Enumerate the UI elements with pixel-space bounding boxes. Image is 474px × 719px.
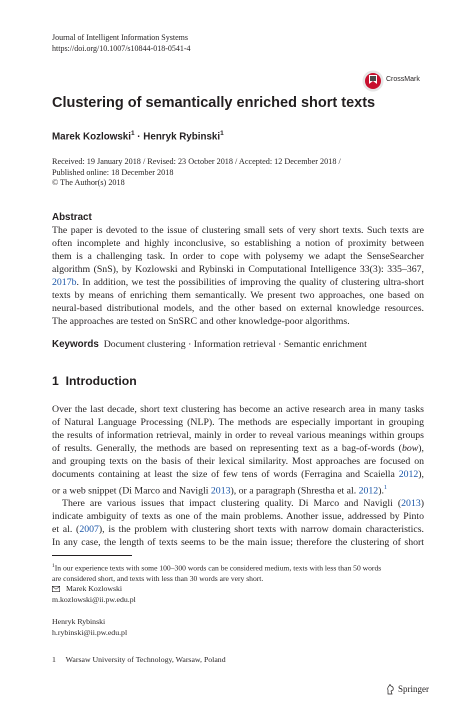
abstract-line (52, 276, 424, 289)
intro-line (52, 497, 424, 510)
intro-text: ), (418, 469, 424, 480)
abstract-line: The approaches are tested on SnSRC and other knowledge-poor algorithms. (52, 316, 350, 327)
copyright: © The Author(s) 2018 (52, 178, 125, 188)
contact-email[interactable]: m.kozlowski@ii.pw.edu.pl (52, 595, 136, 604)
footnote-mark: 1 (52, 563, 55, 569)
citation-link[interactable]: 2012 (398, 469, 419, 480)
contact-name: Henryk Rybinski (52, 617, 106, 626)
intro-line: Over the last decade, short text clustering has become an active research area in many tasks (52, 404, 424, 415)
section-number: 1 (52, 374, 59, 388)
intro-text: ). (378, 485, 384, 497)
intro-line: the results of information retrieval, mainly in order to reveal various meanings within groups (52, 430, 424, 441)
affiliation-mark: 1 (52, 655, 56, 664)
publisher-name: Springer (398, 684, 429, 694)
intro-line (52, 468, 424, 481)
affiliation-mark: 1 (220, 130, 224, 137)
affiliation-mark: 1 (130, 130, 135, 137)
published-date: Published online: 18 December 2018 (52, 167, 174, 177)
intro-line (52, 442, 424, 455)
intro-line: indicate ambiguity of texts as one of the main problems. Another issue, addressed by Pinto (52, 511, 424, 523)
intro-line: and grouping texts on the basis of their lexical similarity. Most approaches are focused on (52, 456, 424, 467)
citation-link[interactable]: 2013 (210, 485, 231, 497)
abstract-line: them is a challenging task. In order to cope with polysemy we adapt the SenseSearcher (52, 251, 424, 262)
intro-text: documents containing at least the size of few tens of words (Ferragina and Scaiella (52, 469, 399, 480)
crossmark-icon (362, 70, 384, 92)
journal-header (52, 33, 191, 54)
intro-line (52, 523, 424, 536)
abstract-body (52, 224, 424, 328)
citation-link[interactable]: 2017b (52, 277, 77, 288)
intro-text: et al. ( (52, 524, 80, 536)
history-dates: Received: 19 January 2018 / Revised: 23 October 2018 / Accepted: 12 December 2018 / (52, 157, 341, 166)
intro-text: of results. Generally, the methods are based on representing text as a bag-of-words ( (52, 443, 402, 454)
keywords-text: Document clustering · Information retrieval · Semantic enrichment (103, 339, 367, 350)
abstract-heading: Abstract (52, 212, 92, 223)
section-title: Introduction (65, 374, 137, 388)
intro-text: ), is the problem with clustering short texts with narrow domain characteristics. (98, 524, 424, 536)
springer-horse-icon (386, 684, 395, 695)
paper-title: Clustering of semantically enriched short texts (52, 95, 376, 111)
intro-text: or a web snippet (Di Marco and Navigli (52, 485, 211, 497)
intro-text: ), or a paragraph (Shrestha et al. (230, 485, 359, 497)
keywords-label: Keywords (52, 339, 99, 350)
abstract-line: neural-based distributional models, and the other based on external knowledge resources. (52, 303, 424, 314)
author-list (52, 130, 224, 142)
keywords (52, 339, 367, 350)
crossmark-label: CrossMark (386, 76, 420, 83)
citation-link[interactable]: 2013 (401, 498, 421, 510)
author-name[interactable]: Henryk Rybinski (143, 131, 221, 143)
intro-text: There are various issues that impact clustering quality. Di Marco and Navigli ( (62, 498, 402, 510)
citation-link[interactable]: 2012 (358, 485, 379, 497)
author-separator: · (134, 131, 144, 143)
footnote-text: In our experience texts with some 100–300 words can be considered medium, texts with less than 50 words (54, 563, 382, 573)
affiliation (52, 655, 226, 664)
abstract-line: The paper is devoted to the issue of clustering small sets of very short texts. Such texts are (52, 225, 424, 236)
intro-text: ), (418, 443, 424, 454)
abstract-line: often incomplete and highly inconclusive, so establishing a notion of proximity between (52, 238, 424, 249)
abstract-line: texts by means of enriching them semantically. We present two approaches, one based on (52, 290, 424, 301)
publication-dates (52, 157, 341, 189)
contact-name: Marek Kozlowski (66, 584, 123, 593)
contact-block (52, 583, 136, 638)
footnote-text: are considered short, and texts with less than 30 words are very short. (52, 573, 264, 583)
footnote-ref[interactable]: 1 (383, 484, 388, 491)
affiliation-text: Warsaw University of Technology, Warsaw, Poland (65, 655, 226, 664)
contact-email[interactable]: h.rybinski@ii.pw.edu.pl (52, 628, 128, 637)
envelope-icon (52, 586, 60, 592)
citation-link[interactable]: 2007 (79, 524, 99, 536)
journal-name: Journal of Intelligent Information Systems (52, 33, 188, 42)
intro-line: In any case, the length of texts seems to be the main issue; therefore the clustering of short (52, 537, 424, 549)
doi-link[interactable]: https://doi.org/10.1007/s10844-018-0541-4 (52, 43, 191, 53)
intro-line: of Natural Language Processing (NLP). The methods are especially important in grouping (52, 417, 424, 428)
footnote (52, 561, 424, 584)
intro-text: ) (420, 498, 424, 510)
footnote-divider (52, 555, 132, 556)
intro-line (52, 481, 424, 497)
crossmark-badge[interactable] (362, 70, 430, 92)
publisher-logo (386, 684, 429, 695)
author-name[interactable]: Marek Kozlowski (52, 131, 131, 143)
intro-body (52, 403, 424, 549)
intro-italic: bow (401, 443, 419, 454)
abstract-text: . In addition, we test the possibilities of improving the quality of clustering ultra-short (76, 277, 424, 288)
abstract-line: algorithm (SnS), by Kozlowski and Rybinski in Computational Intelligence 33(3): 335–367, (52, 264, 424, 275)
section-heading (52, 374, 137, 388)
